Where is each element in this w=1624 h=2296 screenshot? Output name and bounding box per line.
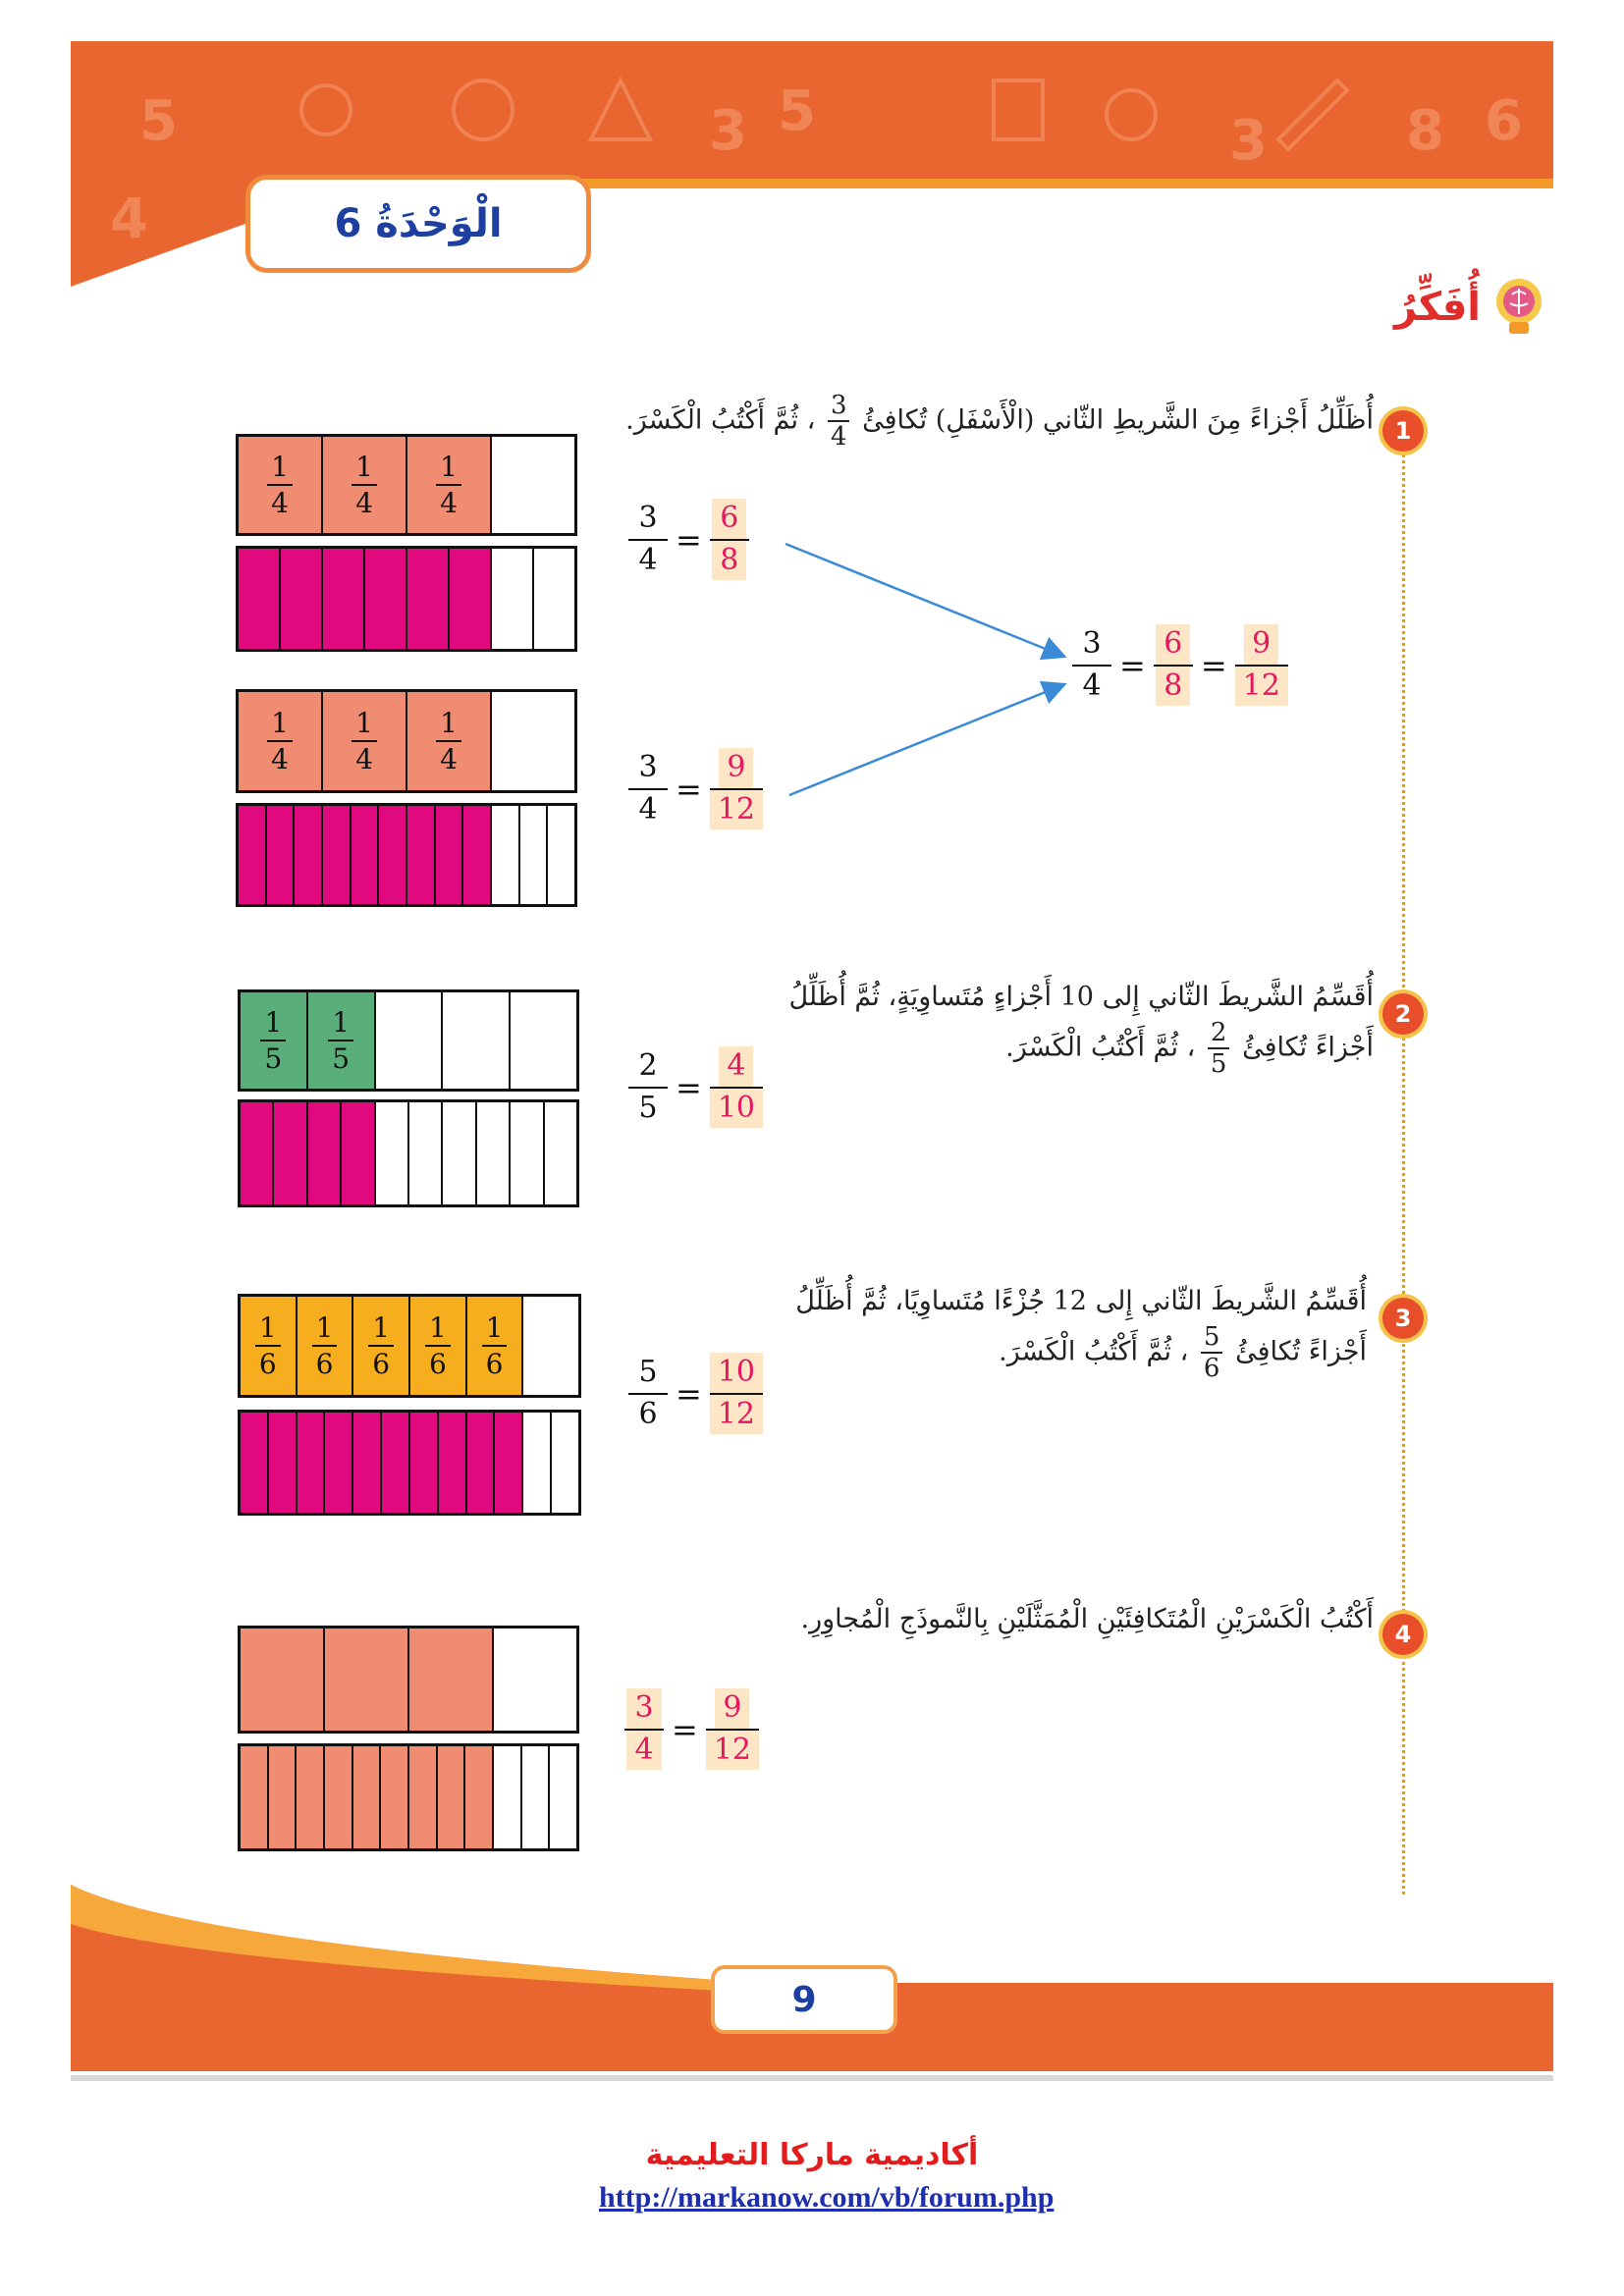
fraction-denominator: 4 [638, 791, 658, 827]
fraction-strip-bottom [238, 1099, 579, 1207]
strip-cell [409, 1629, 494, 1731]
strip-cell [323, 549, 365, 649]
strip-cell [239, 549, 281, 649]
cell-denominator: 6 [485, 1347, 504, 1380]
strip-cell [511, 1102, 544, 1204]
answer-fraction [710, 748, 763, 829]
fraction-denominator: 6 [638, 1396, 658, 1431]
equation [628, 1046, 763, 1128]
strip-cell [239, 692, 323, 790]
strip-cell [379, 806, 407, 904]
fraction [628, 1353, 668, 1434]
strip-cell [376, 1102, 409, 1204]
fraction [628, 1046, 668, 1128]
equation [624, 1688, 759, 1770]
fraction-numerator: 3 [638, 501, 658, 535]
cell-numerator: 1 [267, 454, 293, 486]
strip-cell [534, 549, 574, 649]
strip-cell [239, 437, 323, 533]
strip-cell [274, 1102, 307, 1204]
fraction-denominator: 6 [1203, 1353, 1220, 1383]
cell-denominator: 5 [332, 1041, 351, 1075]
fraction-strip-top [238, 1626, 579, 1734]
strip-cell [267, 806, 296, 904]
strip-cell [443, 1102, 476, 1204]
strip-cell [494, 1746, 522, 1848]
strip-cell [323, 806, 352, 904]
equals-sign: = [1200, 646, 1227, 684]
strip-cell [438, 1746, 466, 1848]
fraction-denominator: 12 [706, 1731, 759, 1771]
fraction-strip-bottom [236, 546, 577, 652]
fraction-numerator: 9 [715, 1688, 749, 1729]
svg-text:5: 5 [778, 80, 816, 143]
strip-cell [325, 1629, 409, 1731]
answer-fraction [710, 1046, 763, 1128]
equation [628, 1353, 763, 1434]
fraction-numerator: 4 [719, 1046, 753, 1087]
strip-cell [552, 1413, 578, 1513]
equals-sign: = [676, 520, 702, 559]
question-text-line: أُقَسِّمُ الشَّريطَ الثّاني إِلى 12 جُزْءًا مُتَساوِيًا، ثُمَّ أُظَلِّلُ [795, 1286, 1367, 1316]
strip-cell [465, 1746, 494, 1848]
strip-cell [323, 692, 407, 790]
strip-cell [241, 1102, 274, 1204]
strip-cell [323, 437, 407, 533]
strip-cell [439, 1413, 467, 1513]
academy-name: أكاديمية ماركا التعليمية [645, 2138, 979, 2172]
strip-cell [269, 1746, 298, 1848]
strip-cell [407, 806, 436, 904]
page-header [71, 41, 1553, 287]
strip-cell [407, 549, 450, 649]
fraction-numerator: 2 [638, 1048, 658, 1083]
cell-denominator: 5 [264, 1041, 283, 1075]
strip-cell [407, 437, 492, 533]
fraction [628, 748, 668, 829]
strip-cell [523, 1297, 578, 1395]
question-text-part: أَجْزاءً تُكافِئُ [1235, 1336, 1367, 1367]
strip-cell [523, 1413, 552, 1513]
question-number: 1 [1382, 410, 1424, 452]
equals-sign: = [676, 770, 702, 808]
strip-cell [467, 1413, 496, 1513]
fraction-denominator: 4 [1082, 667, 1102, 703]
cell-denominator: 6 [372, 1347, 391, 1380]
fraction-strip-bottom [236, 803, 577, 907]
fraction-numerator: 9 [1244, 624, 1278, 665]
academy-link[interactable]: http://markanow.com/vb/forum.php [599, 2181, 1055, 2214]
strip-cell [295, 806, 323, 904]
strip-cell [298, 1413, 326, 1513]
question-text [608, 393, 1374, 450]
strip-cell [308, 1102, 342, 1204]
inline-fraction [1208, 1017, 1230, 1079]
fraction-denominator: 12 [710, 790, 763, 830]
fraction-denominator: 4 [638, 542, 658, 577]
strip-cell [365, 549, 407, 649]
fraction-denominator: 10 [710, 1089, 763, 1129]
strip-cell [241, 1297, 298, 1395]
equals-sign: = [1119, 646, 1146, 684]
strip-cell [436, 806, 464, 904]
question-text-line: أُقَسِّمُ الشَّريطَ الثّاني إِلى 10 أَجْزاءٍ مُتَساوِيَةٍ، ثُمَّ أُظَلِّلُ [788, 982, 1374, 1012]
fraction-numerator: 3 [626, 1688, 661, 1729]
cell-numerator: 1 [425, 1314, 451, 1347]
cell-numerator: 1 [260, 1009, 286, 1041]
fraction-numerator: 5 [1201, 1324, 1223, 1354]
fraction-numerator: 9 [719, 748, 753, 788]
strip-cell [239, 806, 267, 904]
cell-numerator: 1 [352, 710, 377, 742]
fraction [628, 499, 668, 580]
fraction-strip-bottom [238, 1743, 579, 1851]
strip-cell [381, 1746, 409, 1848]
fraction-strip-top [238, 1294, 581, 1398]
strip-cell [342, 1102, 375, 1204]
strip-cell [410, 1297, 467, 1395]
think-label: أُفَكِّرُ [1393, 285, 1481, 330]
fraction-strip-top [236, 434, 577, 536]
question-number: 4 [1382, 1614, 1424, 1655]
answer-fraction [706, 1688, 759, 1770]
strip-cell [298, 1297, 354, 1395]
strip-cell [477, 1102, 511, 1204]
strip-cell [353, 1297, 410, 1395]
cell-denominator: 4 [271, 742, 289, 775]
strip-cell [443, 992, 511, 1089]
strip-cell [492, 692, 574, 790]
answer-fraction [1154, 624, 1193, 706]
equals-sign: = [672, 1710, 698, 1748]
strip-cell [376, 992, 444, 1089]
fraction-numerator: 2 [1208, 1020, 1230, 1049]
strip-cell [492, 437, 574, 533]
strip-cell [463, 806, 492, 904]
question-number: 2 [1382, 993, 1424, 1035]
answer-fraction [624, 1688, 664, 1770]
strip-cell [492, 806, 520, 904]
cell-numerator: 1 [352, 454, 377, 486]
svg-text:3: 3 [709, 99, 747, 163]
fraction-strip-bottom [238, 1410, 581, 1516]
cell-denominator: 4 [355, 486, 373, 519]
question-text-part: أَجْزاءً تُكافِئُ [1242, 1032, 1374, 1063]
strip-cell [520, 806, 549, 904]
svg-text:5: 5 [139, 89, 178, 153]
fraction-numerator: 3 [1082, 626, 1102, 661]
answer-fraction [1235, 624, 1288, 706]
cell-numerator: 1 [436, 454, 461, 486]
cell-denominator: 6 [428, 1347, 447, 1380]
strip-cell [382, 1413, 410, 1513]
strip-cell [281, 549, 323, 649]
strip-cell [241, 992, 308, 1089]
fraction-denominator: 4 [830, 422, 847, 452]
fraction-numerator: 3 [828, 393, 850, 422]
fraction-denominator: 5 [638, 1090, 658, 1125]
strip-cell [522, 1746, 551, 1848]
fraction-denominator: 4 [626, 1731, 661, 1771]
combined-equation [1072, 624, 1288, 706]
strip-cell [325, 1746, 353, 1848]
fraction-denominator: 8 [712, 541, 746, 581]
question-number: 3 [1382, 1298, 1424, 1339]
cell-denominator: 4 [355, 742, 373, 775]
strip-cell [269, 1413, 298, 1513]
equals-sign: = [676, 1068, 702, 1106]
cell-numerator: 1 [328, 1009, 353, 1041]
strip-cell [325, 1413, 353, 1513]
strip-cell [492, 549, 534, 649]
connector-arrows [776, 530, 1080, 805]
fraction-denominator: 12 [1235, 667, 1288, 707]
strip-cell [241, 1413, 269, 1513]
unit-title: الْوَحْدَةُ 6 [245, 175, 591, 273]
fraction-numerator: 10 [710, 1353, 763, 1393]
strip-cell [410, 1413, 439, 1513]
fraction-numerator: 6 [1156, 624, 1190, 665]
cell-numerator: 1 [312, 1314, 338, 1347]
equation [628, 499, 749, 580]
cell-numerator: 1 [436, 710, 461, 742]
question-text-part: ، ثُمَّ أَكْتُبُ الْكَسْرَ. [999, 1336, 1189, 1367]
strip-cell [353, 1413, 382, 1513]
lightbulb-brain-icon [1492, 277, 1545, 338]
strip-cell [308, 992, 376, 1089]
cell-denominator: 6 [315, 1347, 334, 1380]
strip-cell [548, 806, 574, 904]
timeline-divider [1402, 432, 1405, 1895]
cell-denominator: 6 [258, 1347, 277, 1380]
strip-cell [495, 1413, 523, 1513]
svg-text:4: 4 [110, 187, 148, 251]
cell-denominator: 4 [271, 486, 289, 519]
equals-sign: = [676, 1374, 702, 1413]
cell-numerator: 1 [368, 1314, 394, 1347]
cell-denominator: 4 [440, 742, 458, 775]
question-text-part: أُظَلِّلُ أَجْزاءً مِنَ الشَّريطِ الثّاني (الْأَسْفَلِ) تُكافِئُ [862, 404, 1374, 436]
fraction-numerator: 3 [638, 750, 658, 784]
fraction-denominator: 5 [1210, 1048, 1227, 1079]
think-heading [1394, 277, 1545, 338]
page-footer [71, 1885, 1553, 2081]
cell-numerator: 1 [482, 1314, 508, 1347]
cell-denominator: 4 [440, 486, 458, 519]
cell-numerator: 1 [255, 1314, 281, 1347]
strip-cell [409, 1746, 438, 1848]
strip-cell [545, 1102, 576, 1204]
fraction-strip-top [236, 689, 577, 793]
svg-text:8: 8 [1406, 99, 1444, 163]
strip-cell [241, 1746, 269, 1848]
inline-fraction [1201, 1321, 1223, 1383]
svg-text:6: 6 [1485, 89, 1523, 153]
question-text-part: ، ثُمَّ أَكْتُبُ الْكَسْرَ. [1005, 1032, 1196, 1063]
strip-cell [450, 549, 492, 649]
strip-cell [297, 1746, 325, 1848]
fraction-strip-top [238, 989, 579, 1092]
answer-fraction [710, 1353, 763, 1434]
answer-fraction [710, 499, 749, 580]
inline-fraction [828, 393, 850, 450]
fraction [1072, 624, 1111, 706]
fraction-numerator: 6 [712, 499, 746, 539]
strip-cell [407, 692, 492, 790]
strip-cell [352, 806, 380, 904]
fraction-denominator: 12 [710, 1395, 763, 1435]
strip-cell [511, 992, 576, 1089]
fraction-denominator: 8 [1156, 667, 1190, 707]
svg-text:3: 3 [1229, 109, 1268, 173]
cell-numerator: 1 [267, 710, 293, 742]
fraction-numerator: 5 [638, 1355, 658, 1389]
question-text-part: ، ثُمَّ أَكْتُبُ الْكَسْرَ. [625, 404, 816, 436]
question-text: أَكْتُبُ الْكَسْرَيْنِ الْمُتَكافِئَيْنِ الْمُمَثَّلَيْنِ بِالنَّموذَجِ الْمُجاوِرِ. [800, 1604, 1374, 1634]
strip-cell [550, 1746, 576, 1848]
strip-cell [241, 1629, 325, 1731]
equation [628, 748, 763, 829]
page-number: 9 [711, 1965, 897, 2034]
strip-cell [467, 1297, 524, 1395]
strip-cell [353, 1746, 382, 1848]
strip-cell [409, 1102, 443, 1204]
strip-cell [494, 1629, 576, 1731]
